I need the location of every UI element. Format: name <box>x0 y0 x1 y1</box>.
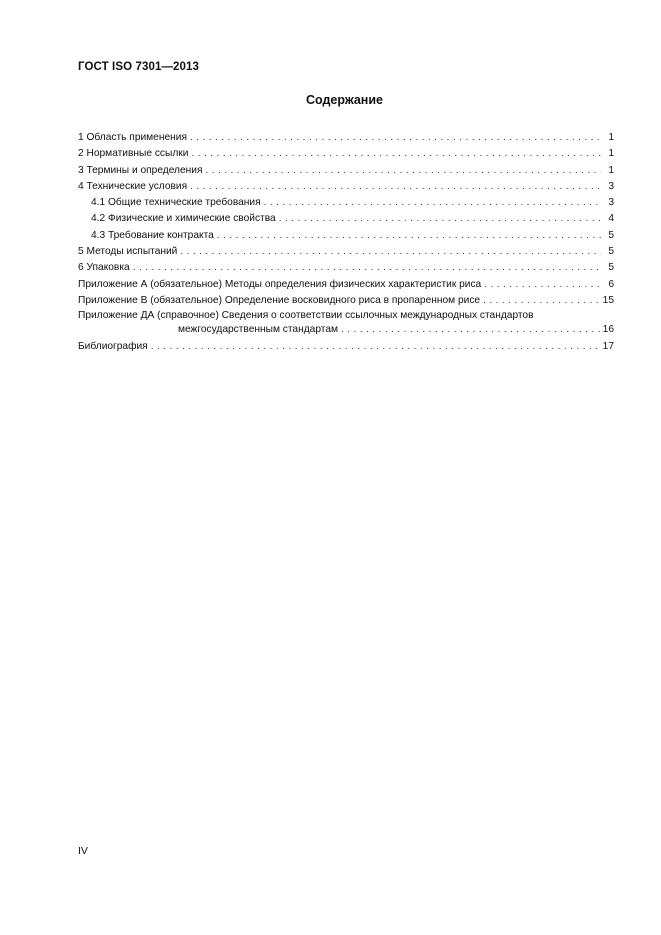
page-title: Содержание <box>305 93 383 107</box>
toc-entry-bibliography[interactable] <box>78 339 614 355</box>
toc-entry-page: 15 <box>602 294 614 306</box>
toc-entry-label: 3 Термины и определения <box>78 164 203 176</box>
toc-leader-dots <box>151 339 600 355</box>
toc-entry-label-line1: Приложение ДА (справочное) Сведения о соответствии ссылочных международных стандартов <box>78 310 534 322</box>
toc-leader-dots <box>205 163 601 179</box>
toc-entry-label: 5 Методы испытаний <box>78 246 178 258</box>
toc-leader-dots <box>190 179 601 195</box>
toc-entry-label: 4.2 Физические и химические свойства <box>91 213 276 225</box>
toc-entry-page: 16 <box>602 324 614 336</box>
toc-entry-4-1[interactable] <box>78 195 614 211</box>
toc-leader-dots <box>279 211 601 227</box>
toc-entry-appendix-a[interactable] <box>78 277 614 293</box>
toc-entry-label: Приложение А (обязательное) Методы определения физических характеристик риса <box>78 278 482 290</box>
toc-entry-page: 1 <box>608 164 614 176</box>
toc-entry-4-3[interactable] <box>78 228 614 244</box>
toc-entry-5[interactable] <box>78 244 614 260</box>
toc-entry-label-line2: межгосударственным стандартам <box>178 324 338 336</box>
toc-entry-4[interactable] <box>78 179 614 195</box>
toc-entry-3[interactable] <box>78 163 614 179</box>
toc-leader-dots <box>191 146 601 162</box>
toc-leader-dots <box>483 293 600 309</box>
page-number: IV <box>78 845 88 857</box>
toc-entry-label: Приложение В (обязательное) Определение восковидного риса в пропаренном рисе <box>78 294 481 306</box>
toc-leader-dots <box>484 277 601 293</box>
toc-entry-label: 4.3 Требование контракта <box>91 229 214 241</box>
toc-entry-2[interactable] <box>78 146 614 162</box>
table-of-contents <box>78 130 614 356</box>
toc-entry-page: 6 <box>608 278 614 290</box>
toc-entry-label: 2 Нормативные ссылки <box>78 148 189 160</box>
toc-entry-4-2[interactable] <box>78 211 614 227</box>
toc-leader-dots <box>217 228 601 244</box>
toc-entry-page: 1 <box>608 148 614 160</box>
toc-entry-label: 4.1 Общие технические требования <box>91 197 261 209</box>
toc-entry-page: 4 <box>608 213 614 225</box>
toc-entry-label: 6 Упаковка <box>78 262 130 274</box>
toc-entry-1[interactable] <box>78 130 614 146</box>
toc-leader-dots <box>180 244 601 260</box>
toc-leader-dots <box>133 260 601 276</box>
toc-entry-appendix-b[interactable] <box>78 293 614 309</box>
toc-entry-page: 5 <box>608 229 614 241</box>
toc-entry-page: 3 <box>608 180 614 192</box>
toc-entry-appendix-da[interactable] <box>78 309 614 337</box>
toc-entry-label: Библиография <box>78 341 148 353</box>
toc-entry-6[interactable] <box>78 260 614 276</box>
toc-entry-page: 5 <box>608 262 614 274</box>
toc-entry-label: 1 Область применения <box>78 132 187 143</box>
toc-leader-dots <box>264 195 601 211</box>
document-header: ГОСТ ISO 7301—2013 <box>78 61 200 73</box>
toc-entry-label: 4 Технические условия <box>78 180 188 192</box>
toc-entry-page: 3 <box>608 197 614 209</box>
toc-entry-page: 5 <box>608 246 614 258</box>
toc-leader-dots <box>341 323 600 337</box>
toc-entry-page: 17 <box>602 341 614 353</box>
toc-leader-dots <box>190 130 601 146</box>
toc-entry-page: 1 <box>608 132 614 143</box>
